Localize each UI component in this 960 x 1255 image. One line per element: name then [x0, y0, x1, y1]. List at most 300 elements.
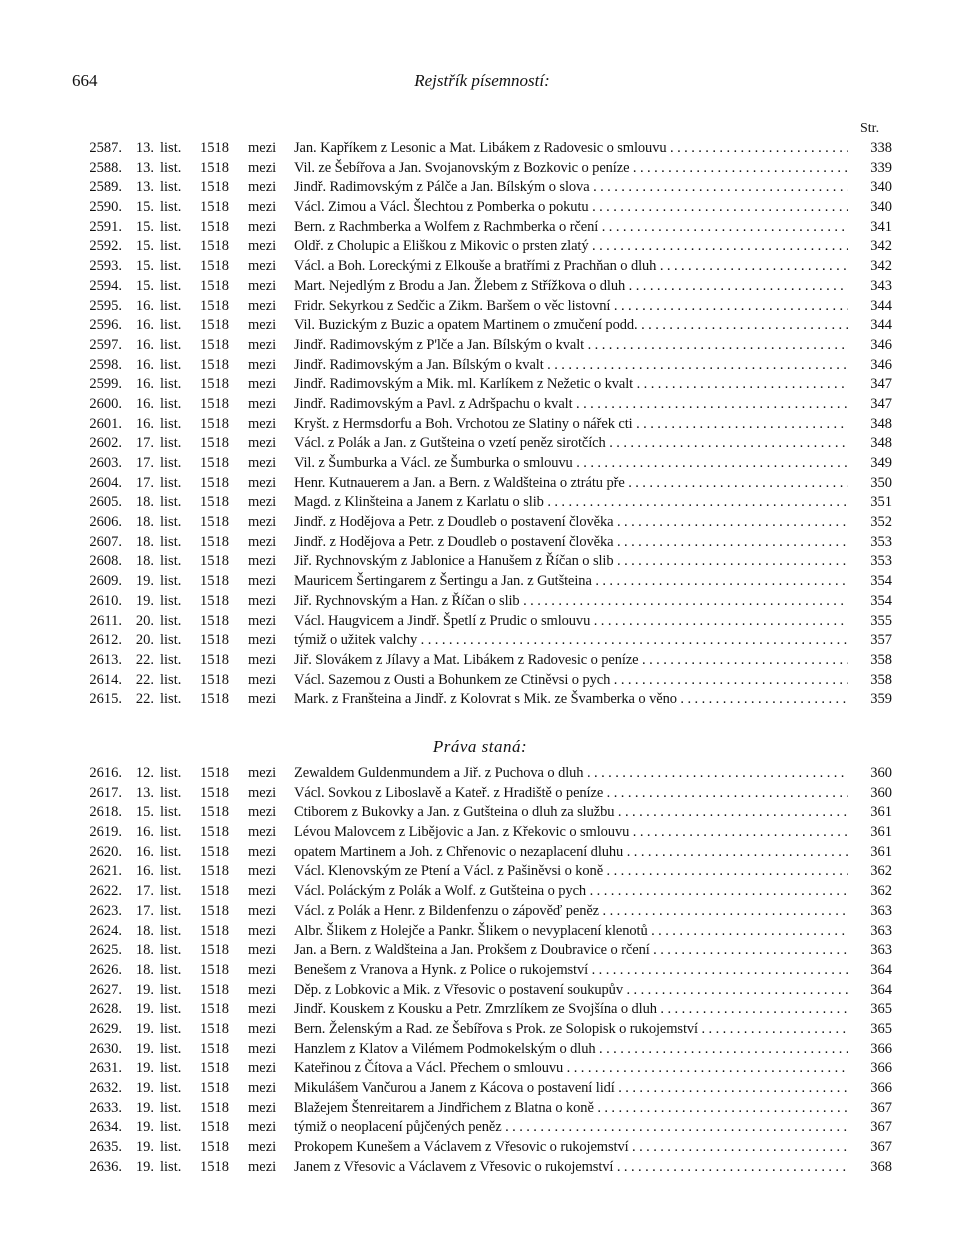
- entry-month: list.: [160, 514, 182, 531]
- entry-year: 1518: [200, 474, 229, 491]
- entry-day: 12.: [135, 765, 154, 781]
- entry-row: [70, 316, 892, 336]
- entry-description: Prokopem Kunešem a Václavem z Vřesovic o rukojemství . . .: [294, 1138, 848, 1158]
- entry-page: 344: [870, 297, 892, 314]
- entry-row: [70, 552, 892, 572]
- page-number: 664: [72, 71, 98, 90]
- entry-mezi: mezi: [248, 533, 277, 550]
- entry-mezi: mezi: [248, 336, 277, 353]
- entry-page: 352: [870, 514, 892, 531]
- entry-page: 368: [870, 1158, 892, 1175]
- entry-row: [70, 612, 892, 632]
- entry-number: 2634.: [89, 1119, 122, 1136]
- entry-day: 16.: [135, 336, 154, 353]
- entry-number: 2622.: [89, 883, 122, 900]
- entry-number: 2592.: [89, 238, 122, 255]
- entry-page: 358: [870, 651, 892, 668]
- entry-mezi: mezi: [248, 297, 277, 314]
- entry-month: list.: [160, 961, 182, 978]
- entry-month: list.: [160, 1001, 182, 1018]
- entry-row: [70, 198, 892, 218]
- entry-month: list.: [160, 691, 182, 708]
- entry-description: týmiž o neoplacení půjčených peněz . . .: [294, 1118, 848, 1138]
- entry-year: 1518: [200, 1080, 229, 1096]
- entry-number: 2632.: [89, 1080, 122, 1096]
- entry-row: [70, 961, 892, 981]
- entry-year: 1518: [200, 356, 229, 373]
- entry-description: Blažejem Štenreitarem a Jindřichem z Blatna o koně . . .: [294, 1099, 848, 1119]
- entry-number: 2633.: [89, 1099, 122, 1116]
- entry-description: Jiř. Slovákem z Jílavy a Mat. Libákem z Radovesic o peníze . . .: [294, 651, 848, 671]
- entry-month: list.: [160, 553, 182, 570]
- entry-description: Jindř. Radimovským z P'lče a Jan. Bílským o kvalt . . .: [294, 336, 848, 356]
- entry-page: 338: [870, 140, 892, 156]
- entry-mezi: mezi: [248, 199, 277, 216]
- entry-mezi: mezi: [248, 883, 277, 900]
- entry-description: Kryšt. z Hermsdorfu a Boh. Vrchotou ze Slatiny o nářek cti . . .: [294, 415, 848, 435]
- entry-row: [70, 803, 892, 823]
- entry-number: 2619.: [89, 824, 122, 841]
- entry-description: Bern. z Rachmberka a Wolfem z Rachmberka o rčení . . .: [294, 218, 848, 238]
- entry-page: 361: [870, 824, 892, 841]
- entry-description: Hanzlem z Klatov a Vilémem Podmokelským o dluh . . .: [294, 1040, 848, 1060]
- entry-page: 349: [870, 455, 892, 471]
- entry-year: 1518: [200, 435, 229, 452]
- entry-month: list.: [160, 474, 182, 491]
- entry-description: Jindř. Radimovským z Pálče a Jan. Bílským o slova . . .: [294, 178, 848, 198]
- entry-mezi: mezi: [248, 1040, 277, 1057]
- entry-page: 341: [870, 218, 892, 235]
- entry-day: 18.: [135, 494, 154, 511]
- entry-number: 2606.: [89, 514, 122, 531]
- entry-month: list.: [160, 140, 182, 156]
- entry-day: 19.: [135, 1060, 154, 1077]
- entry-number: 2601.: [89, 415, 122, 432]
- entry-number: 2602.: [89, 435, 122, 452]
- entry-month: list.: [160, 612, 182, 629]
- entry-mezi: mezi: [248, 843, 277, 860]
- entry-number: 2628.: [89, 1001, 122, 1018]
- entry-number: 2597.: [89, 336, 122, 353]
- entry-month: list.: [160, 395, 182, 412]
- entry-month: list.: [160, 1040, 182, 1057]
- entry-mezi: mezi: [248, 1139, 277, 1156]
- entry-description: Václ. Sovkou z Liboslavě a Kateř. z Hradiště o peníze . . .: [294, 784, 848, 804]
- entry-number: 2614.: [89, 671, 122, 688]
- entry-number: 2603.: [89, 455, 122, 471]
- entry-row: [70, 297, 892, 317]
- entry-month: list.: [160, 1158, 182, 1175]
- entry-day: 19.: [135, 573, 154, 590]
- entry-mezi: mezi: [248, 435, 277, 452]
- entry-day: 16.: [135, 415, 154, 432]
- entry-description: Jiř. Rychnovským a Han. z Říčan o slib . . .: [294, 592, 848, 612]
- entry-year: 1518: [200, 883, 229, 900]
- entry-page: 348: [870, 435, 892, 452]
- entry-month: list.: [160, 494, 182, 511]
- entry-row: [70, 415, 892, 435]
- entry-page: 358: [870, 671, 892, 688]
- entry-month: list.: [160, 1080, 182, 1096]
- entry-description: Lévou Malovcem z Libějovic a Jan. z Křekovic o smlouvu . . .: [294, 823, 848, 843]
- entry-row: [70, 1138, 892, 1158]
- entry-year: 1518: [200, 415, 229, 432]
- entry-year: 1518: [200, 981, 229, 998]
- entry-row: [70, 336, 892, 356]
- entry-page: 364: [870, 961, 892, 978]
- entry-day: 17.: [135, 902, 154, 919]
- entry-row: [70, 178, 892, 198]
- entry-mezi: mezi: [248, 804, 277, 821]
- entry-row: [70, 882, 892, 902]
- entry-number: 2593.: [89, 258, 122, 275]
- entry-row: [70, 218, 892, 238]
- entry-day: 19.: [135, 1139, 154, 1156]
- entry-number: 2608.: [89, 553, 122, 570]
- entry-row: [70, 533, 892, 553]
- entry-day: 22.: [135, 671, 154, 688]
- entry-mezi: mezi: [248, 455, 277, 471]
- entry-page: 357: [870, 632, 892, 649]
- entry-mezi: mezi: [248, 922, 277, 939]
- entry-number: 2595.: [89, 297, 122, 314]
- entry-page: 354: [870, 592, 892, 609]
- entry-month: list.: [160, 784, 182, 801]
- entry-month: list.: [160, 277, 182, 294]
- entry-description: Mark. z Franšteina a Jindř. z Kolovrat s Mik. ze Švamberka o věno . . .: [294, 690, 848, 710]
- entry-number: 2596.: [89, 317, 122, 334]
- entry-day: 19.: [135, 981, 154, 998]
- entry-mezi: mezi: [248, 1020, 277, 1037]
- entry-number: 2607.: [89, 533, 122, 550]
- entry-day: 15.: [135, 277, 154, 294]
- entry-number: 2617.: [89, 784, 122, 801]
- entry-year: 1518: [200, 942, 229, 959]
- entry-description: Kateřinou z Čítova a Václ. Přechem o smlouvu . . .: [294, 1059, 848, 1079]
- entry-mezi: mezi: [248, 632, 277, 649]
- entry-month: list.: [160, 238, 182, 255]
- entry-mezi: mezi: [248, 784, 277, 801]
- entry-mezi: mezi: [248, 218, 277, 235]
- entry-month: list.: [160, 356, 182, 373]
- entry-month: list.: [160, 533, 182, 550]
- entry-day: 15.: [135, 238, 154, 255]
- entry-month: list.: [160, 297, 182, 314]
- entry-year: 1518: [200, 297, 229, 314]
- entry-day: 19.: [135, 1158, 154, 1175]
- entry-page: 353: [870, 553, 892, 570]
- entry-mezi: mezi: [248, 258, 277, 275]
- entry-mezi: mezi: [248, 765, 277, 781]
- running-title: Rejstřík písemností:: [414, 71, 550, 90]
- entry-month: list.: [160, 592, 182, 609]
- entry-number: 2631.: [89, 1060, 122, 1077]
- entry-description: Benešem z Vranova a Hynk. z Police o rukojemství . . .: [294, 961, 848, 981]
- entry-description: opatem Martinem a Joh. z Chřenovic o nezaplacení dluhu . . .: [294, 843, 848, 863]
- entry-month: list.: [160, 435, 182, 452]
- entry-year: 1518: [200, 863, 229, 880]
- entry-number: 2624.: [89, 922, 122, 939]
- entry-day: 19.: [135, 1020, 154, 1037]
- entry-day: 16.: [135, 824, 154, 841]
- entry-number: 2589.: [89, 179, 122, 196]
- entry-mezi: mezi: [248, 651, 277, 668]
- entry-mezi: mezi: [248, 140, 277, 156]
- entry-number: 2599.: [89, 376, 122, 393]
- page-column-label: Str.: [860, 121, 880, 136]
- entry-mezi: mezi: [248, 553, 277, 570]
- entry-month: list.: [160, 336, 182, 353]
- entry-number: 2604.: [89, 474, 122, 491]
- entry-month: list.: [160, 258, 182, 275]
- entry-description: Zewaldem Guldenmundem a Jiř. z Puchova o dluh . . .: [294, 764, 848, 784]
- entry-description: Václ. a Boh. Loreckými z Elkouše a bratřími z Prachňan o dluh . . .: [294, 257, 848, 277]
- entry-year: 1518: [200, 514, 229, 531]
- entry-mezi: mezi: [248, 238, 277, 255]
- entry-mezi: mezi: [248, 1099, 277, 1116]
- entry-day: 16.: [135, 395, 154, 412]
- entry-page: 354: [870, 573, 892, 590]
- entry-month: list.: [160, 179, 182, 196]
- entry-number: 2623.: [89, 902, 122, 919]
- entry-day: 18.: [135, 961, 154, 978]
- entry-day: 17.: [135, 883, 154, 900]
- entry-description: Jindř. Radimovským a Pavl. z Adršpachu o kvalt . . .: [294, 395, 848, 415]
- entry-page: 366: [870, 1060, 892, 1077]
- entry-month: list.: [160, 376, 182, 393]
- entry-row: [70, 139, 892, 159]
- entry-number: 2625.: [89, 942, 122, 959]
- entry-mezi: mezi: [248, 573, 277, 590]
- entry-day: 17.: [135, 435, 154, 452]
- entry-year: 1518: [200, 784, 229, 801]
- entry-row: [70, 862, 892, 882]
- entry-month: list.: [160, 573, 182, 590]
- entry-day: 19.: [135, 1040, 154, 1057]
- entry-description: Henr. Kutnauerem a Jan. a Bern. z Waldšteina o ztrátu pře . . .: [294, 474, 848, 494]
- entry-number: 2610.: [89, 592, 122, 609]
- entry-row: [70, 902, 892, 922]
- entry-year: 1518: [200, 573, 229, 590]
- entry-day: 16.: [135, 297, 154, 314]
- entry-month: list.: [160, 455, 182, 471]
- entry-year: 1518: [200, 592, 229, 609]
- entry-page: 346: [870, 336, 892, 353]
- entry-row: [70, 922, 892, 942]
- entry-page: 353: [870, 533, 892, 550]
- entry-number: 2594.: [89, 277, 122, 294]
- entry-page: 361: [870, 843, 892, 860]
- entry-month: list.: [160, 804, 182, 821]
- entry-mezi: mezi: [248, 1119, 277, 1136]
- entry-year: 1518: [200, 691, 229, 708]
- entry-page: 351: [870, 494, 892, 511]
- entry-month: list.: [160, 843, 182, 860]
- entry-month: list.: [160, 765, 182, 781]
- entry-number: 2613.: [89, 651, 122, 668]
- entry-month: list.: [160, 883, 182, 900]
- entry-page: 360: [870, 784, 892, 801]
- entry-day: 16.: [135, 317, 154, 334]
- entry-year: 1518: [200, 533, 229, 550]
- entry-row: [70, 454, 892, 474]
- entry-month: list.: [160, 632, 182, 649]
- entry-month: list.: [160, 922, 182, 939]
- entry-day: 13.: [135, 140, 154, 156]
- entry-page: 367: [870, 1119, 892, 1136]
- entry-mezi: mezi: [248, 824, 277, 841]
- entry-mezi: mezi: [248, 981, 277, 998]
- entry-page: 342: [870, 238, 892, 255]
- entry-number: 2626.: [89, 961, 122, 978]
- entry-year: 1518: [200, 612, 229, 629]
- entry-year: 1518: [200, 140, 229, 156]
- entry-year: 1518: [200, 1139, 229, 1156]
- entry-description: Mart. Nejedlým z Brodu a Jan. Žlebem z Střížkova o dluh . . .: [294, 277, 848, 297]
- entry-number: 2591.: [89, 218, 122, 235]
- entry-row: [70, 356, 892, 376]
- entry-mezi: mezi: [248, 1080, 277, 1096]
- entry-day: 20.: [135, 632, 154, 649]
- entry-mezi: mezi: [248, 356, 277, 373]
- entry-number: 2616.: [89, 765, 122, 781]
- entry-day: 19.: [135, 1119, 154, 1136]
- entry-day: 13.: [135, 159, 154, 176]
- entry-description: Ctiborem z Bukovky a Jan. z Gutšteina o dluh za službu . . .: [294, 803, 848, 823]
- entry-day: 18.: [135, 942, 154, 959]
- entry-day: 16.: [135, 863, 154, 880]
- entry-description: Jindř. z Hodějova a Petr. z Doudleb o postavení člověka . . .: [294, 513, 848, 533]
- entry-page: 362: [870, 863, 892, 880]
- entry-day: 18.: [135, 922, 154, 939]
- entry-number: 2635.: [89, 1139, 122, 1156]
- entry-number: 2621.: [89, 863, 122, 880]
- entry-year: 1518: [200, 765, 229, 781]
- entry-number: 2588.: [89, 159, 122, 176]
- entry-description: Vil. ze Šebířova a Jan. Svojanovským z Bozkovic o peníze . . .: [294, 159, 848, 179]
- entry-year: 1518: [200, 671, 229, 688]
- entry-number: 2590.: [89, 199, 122, 216]
- entry-row: [70, 784, 892, 804]
- entry-number: 2587.: [89, 140, 122, 156]
- entry-page: 360: [870, 765, 892, 781]
- entry-row: [70, 823, 892, 843]
- entry-day: 16.: [135, 376, 154, 393]
- entry-month: list.: [160, 651, 182, 668]
- entry-row: [70, 843, 892, 863]
- entry-row: [70, 1059, 892, 1079]
- entry-month: list.: [160, 981, 182, 998]
- entry-day: 22.: [135, 651, 154, 668]
- entry-mezi: mezi: [248, 376, 277, 393]
- entry-mezi: mezi: [248, 961, 277, 978]
- entry-page: 340: [870, 199, 892, 216]
- entry-day: 13.: [135, 179, 154, 196]
- entry-row: [70, 375, 892, 395]
- entry-row: [70, 572, 892, 592]
- entry-description: Jan. Kapříkem z Lesonic a Mat. Libákem z Radovesic o smlouvu . . .: [294, 139, 848, 159]
- entry-mezi: mezi: [248, 317, 277, 334]
- entry-year: 1518: [200, 1099, 229, 1116]
- entry-mezi: mezi: [248, 494, 277, 511]
- entry-number: 2605.: [89, 494, 122, 511]
- entry-page: 343: [870, 277, 892, 294]
- entry-description: Oldř. z Cholupic a Eliškou z Mikovic o prsten zlatý . . .: [294, 237, 848, 257]
- entry-mezi: mezi: [248, 691, 277, 708]
- entry-row: [70, 764, 892, 784]
- entry-page: 366: [870, 1080, 892, 1096]
- entry-description: Václ. Haugvicem a Jindř. Špetlí z Prudic o smlouvu . . .: [294, 612, 848, 632]
- entry-year: 1518: [200, 395, 229, 412]
- entry-mezi: mezi: [248, 415, 277, 432]
- entry-number: 2627.: [89, 981, 122, 998]
- entry-row: [70, 237, 892, 257]
- entry-page: 367: [870, 1139, 892, 1156]
- entry-mezi: mezi: [248, 1060, 277, 1077]
- entry-description: Děp. z Lobkovic a Mik. z Vřesovic o postavení soukupův . . .: [294, 981, 848, 1001]
- entry-row: [70, 1079, 892, 1099]
- entry-year: 1518: [200, 824, 229, 841]
- entry-year: 1518: [200, 804, 229, 821]
- entry-number: 2612.: [89, 632, 122, 649]
- entry-year: 1518: [200, 902, 229, 919]
- entry-day: 19.: [135, 1099, 154, 1116]
- entry-page: 363: [870, 942, 892, 959]
- entry-year: 1518: [200, 1060, 229, 1077]
- entry-row: [70, 1040, 892, 1060]
- entry-mezi: mezi: [248, 1158, 277, 1175]
- entry-page: 365: [870, 1001, 892, 1018]
- entry-page: 347: [870, 395, 892, 412]
- entry-year: 1518: [200, 922, 229, 939]
- entry-month: list.: [160, 824, 182, 841]
- entry-page: 364: [870, 981, 892, 998]
- entry-mezi: mezi: [248, 671, 277, 688]
- entry-year: 1518: [200, 632, 229, 649]
- entry-mezi: mezi: [248, 592, 277, 609]
- entry-day: 16.: [135, 356, 154, 373]
- entry-day: 17.: [135, 474, 154, 491]
- entry-page: 344: [870, 317, 892, 334]
- entry-description: Fridr. Sekyrkou z Sedčic a Zikm. Baršem o věc listovní . . .: [294, 297, 848, 317]
- entry-description: Jiř. Rychnovským z Jablonice a Hanušem z Říčan o slib . . .: [294, 552, 848, 572]
- entry-page: 361: [870, 804, 892, 821]
- entry-page: 365: [870, 1020, 892, 1037]
- entry-mezi: mezi: [248, 902, 277, 919]
- entry-month: list.: [160, 317, 182, 334]
- entry-mezi: mezi: [248, 277, 277, 294]
- entry-row: [70, 1020, 892, 1040]
- entry-description: týmiž o užitek valchy . . .: [294, 631, 848, 651]
- entry-row: [70, 671, 892, 691]
- entry-month: list.: [160, 199, 182, 216]
- entry-page: 342: [870, 258, 892, 275]
- entry-row: [70, 513, 892, 533]
- entry-description: Václ. Klenovským ze Ptení a Václ. z Pašiněvsi o koně . . .: [294, 862, 848, 882]
- entry-day: 13.: [135, 784, 154, 801]
- entry-day: 20.: [135, 612, 154, 629]
- entry-year: 1518: [200, 179, 229, 196]
- entry-day: 19.: [135, 1001, 154, 1018]
- entry-year: 1518: [200, 1020, 229, 1037]
- entry-day: 19.: [135, 592, 154, 609]
- entry-page: 355: [870, 612, 892, 629]
- entry-day: 15.: [135, 218, 154, 235]
- entry-description: Václ. Zimou a Václ. Šlechtou z Pomberka o pokutu . . .: [294, 198, 848, 218]
- entry-day: 18.: [135, 514, 154, 531]
- entry-number: 2611.: [89, 612, 122, 629]
- entry-year: 1518: [200, 336, 229, 353]
